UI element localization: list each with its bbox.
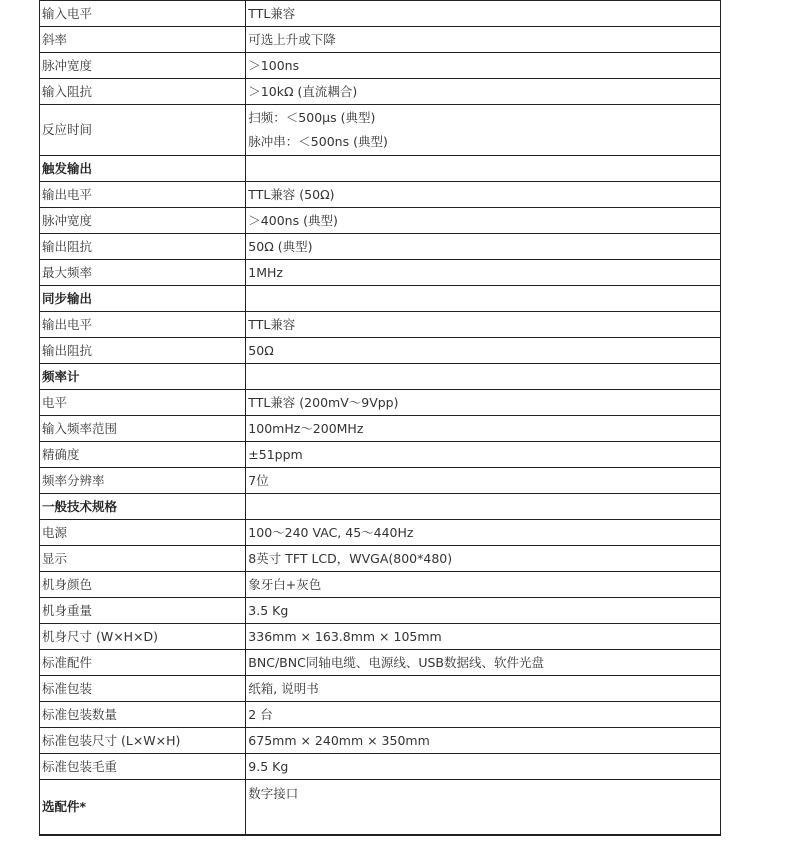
section-row (40, 364, 721, 390)
spec-label: 标准配件 (40, 650, 246, 676)
spec-row (40, 260, 721, 286)
spec-row (40, 442, 721, 468)
spec-label: 标准包装毛重 (40, 754, 246, 780)
spec-value: 3.5 Kg (246, 598, 721, 624)
spec-value: 336mm × 163.8mm × 105mm (246, 624, 721, 650)
spec-label: 电平 (40, 390, 246, 416)
spec-label: 脉冲宽度 (40, 208, 246, 234)
spec-label: 精确度 (40, 442, 246, 468)
spec-value: TTL兼容 (200mV～9Vpp) (246, 390, 721, 416)
spec-value: 9.5 Kg (246, 754, 721, 780)
spec-value: 数字接口 (246, 780, 721, 836)
spec-row (40, 754, 721, 780)
spec-label: 脉冲宽度 (40, 53, 246, 79)
section-heading: 频率计 (40, 364, 246, 390)
spec-row (40, 676, 721, 702)
spec-value: 1MHz (246, 260, 721, 286)
spec-row (40, 312, 721, 338)
spec-row (40, 182, 721, 208)
spec-label: 机身重量 (40, 598, 246, 624)
spec-value-line: 扫频：＜500μs (典型) (248, 110, 376, 125)
spec-row (40, 702, 721, 728)
spec-label: 标准包装 (40, 676, 246, 702)
spec-value: TTL兼容 (50Ω) (246, 182, 721, 208)
spec-label: 输出电平 (40, 312, 246, 338)
spec-table-container (39, 0, 721, 836)
spec-value: 100～240 VAC, 45～440Hz (246, 520, 721, 546)
spec-label: 机身颜色 (40, 572, 246, 598)
spec-value (246, 364, 721, 390)
spec-value: TTL兼容 (246, 312, 721, 338)
spec-value: 100mHz～200MHz (246, 416, 721, 442)
spec-label: 标准包装尺寸 (L×W×H) (40, 728, 246, 754)
spec-label: 频率分辨率 (40, 468, 246, 494)
spec-row (40, 416, 721, 442)
spec-table (39, 0, 721, 836)
spec-value-line: 脉冲串：＜500ns (典型) (248, 134, 388, 149)
spec-row (40, 338, 721, 364)
spec-value: ±51ppm (246, 442, 721, 468)
spec-value: 2 台 (246, 702, 721, 728)
spec-row (40, 390, 721, 416)
spec-value: 7位 (246, 468, 721, 494)
spec-label: 显示 (40, 546, 246, 572)
spec-row (40, 468, 721, 494)
spec-label: 反应时间 (40, 105, 246, 156)
section-row (40, 156, 721, 182)
spec-value-multiline (246, 105, 721, 156)
spec-value: TTL兼容 (246, 1, 721, 27)
spec-value: BNC/BNC同轴电缆、电源线、USB数据线、软件光盘 (246, 650, 721, 676)
spec-row (40, 105, 721, 156)
section-heading: 同步输出 (40, 286, 246, 312)
spec-value: 8英寸 TFT LCD，WVGA(800*480) (246, 546, 721, 572)
spec-value (246, 494, 721, 520)
spec-value: 675mm × 240mm × 350mm (246, 728, 721, 754)
spec-row (40, 728, 721, 754)
spec-row (40, 546, 721, 572)
spec-label: 输入电平 (40, 1, 246, 27)
spec-value: ＞400ns (典型) (246, 208, 721, 234)
section-heading: 触发输出 (40, 156, 246, 182)
spec-label: 电源 (40, 520, 246, 546)
spec-row (40, 79, 721, 105)
spec-row (40, 598, 721, 624)
spec-row (40, 520, 721, 546)
section-row (40, 494, 721, 520)
section-heading: 选配件* (40, 780, 246, 836)
section-row (40, 780, 721, 836)
spec-row (40, 1, 721, 27)
spec-label: 输入阻抗 (40, 79, 246, 105)
spec-label: 输出电平 (40, 182, 246, 208)
spec-value: ＞100ns (246, 53, 721, 79)
spec-label: 标准包装数量 (40, 702, 246, 728)
spec-row (40, 572, 721, 598)
spec-value (246, 286, 721, 312)
spec-value: 可选上升或下降 (246, 27, 721, 53)
spec-value: 象牙白+灰色 (246, 572, 721, 598)
spec-label: 输出阻抗 (40, 338, 246, 364)
spec-label: 输出阻抗 (40, 234, 246, 260)
section-heading: 一般技术规格 (40, 494, 246, 520)
section-row (40, 286, 721, 312)
spec-value: 纸箱, 说明书 (246, 676, 721, 702)
spec-row (40, 624, 721, 650)
spec-row (40, 650, 721, 676)
spec-value (246, 156, 721, 182)
spec-value: 50Ω (典型) (246, 234, 721, 260)
spec-value: ＞10kΩ (直流耦合) (246, 79, 721, 105)
spec-label: 机身尺寸 (W×H×D) (40, 624, 246, 650)
spec-table-body (40, 1, 721, 836)
spec-value: 50Ω (246, 338, 721, 364)
spec-row (40, 27, 721, 53)
spec-row (40, 234, 721, 260)
spec-row (40, 208, 721, 234)
spec-label: 最大频率 (40, 260, 246, 286)
spec-label: 斜率 (40, 27, 246, 53)
spec-label: 输入频率范围 (40, 416, 246, 442)
spec-row (40, 53, 721, 79)
